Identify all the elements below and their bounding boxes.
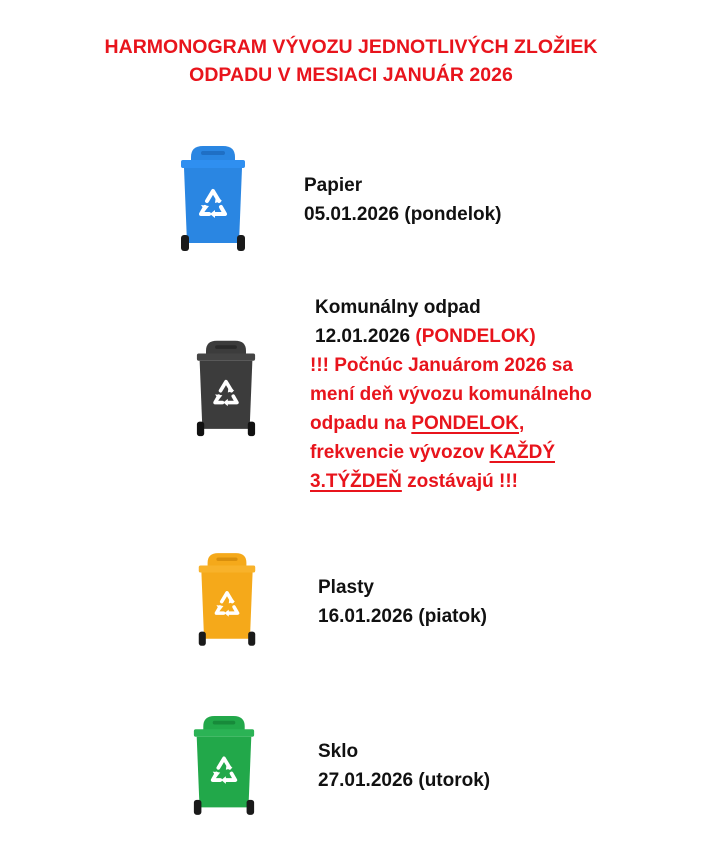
recycle-bin-black-icon	[195, 338, 257, 438]
title-line-2: ODPADU V MESIACI JANUÁR 2026	[189, 64, 513, 86]
waste-type: Plasty	[318, 577, 374, 598]
recycle-bin-green-icon	[192, 711, 256, 819]
page-title	[0, 33, 702, 89]
schedule-item-plasty	[318, 573, 487, 631]
pickup-date: 05.01.2026 (pondelok)	[304, 204, 502, 225]
pickup-date: 16.01.2026 (piatok)	[318, 606, 487, 627]
emphasis-kazdy: KAŽDÝ	[489, 442, 555, 463]
notice-line-2: mení deň vývozu komunálneho	[310, 384, 592, 405]
notice-line-4: frekvencie vývozov KAŽDÝ	[310, 442, 555, 463]
title-line-1: HARMONOGRAM VÝVOZU JEDNOTLIVÝCH ZLOŽIEK	[104, 36, 598, 58]
schedule-item-papier	[304, 171, 501, 229]
pickup-date: 12.01.2026	[315, 326, 411, 347]
pickup-date: 27.01.2026 (utorok)	[318, 770, 491, 791]
recycle-bin-yellow-icon	[197, 549, 257, 649]
notice-line-5: 3.TÝŽDEŇ zostávajú !!!	[310, 471, 518, 492]
waste-type: Sklo	[318, 741, 359, 762]
emphasis-pondelok: PONDELOK	[411, 413, 520, 434]
notice-line-1: !!! Počnúc Januárom 2026 sa	[310, 355, 573, 376]
schedule-item-komunalny	[310, 293, 592, 496]
emphasis-tyzden: 3.TÝŽDEŇ	[310, 471, 402, 492]
notice-line-3: odpadu na PONDELOK,	[310, 413, 525, 434]
recycle-bin-blue-icon	[179, 143, 247, 253]
pickup-day: (PONDELOK)	[415, 326, 536, 347]
schedule-item-sklo	[318, 737, 490, 795]
pickup-date-row	[310, 322, 592, 351]
notice	[310, 351, 592, 496]
waste-type: Papier	[304, 175, 363, 196]
waste-type: Komunálny odpad	[315, 297, 481, 318]
